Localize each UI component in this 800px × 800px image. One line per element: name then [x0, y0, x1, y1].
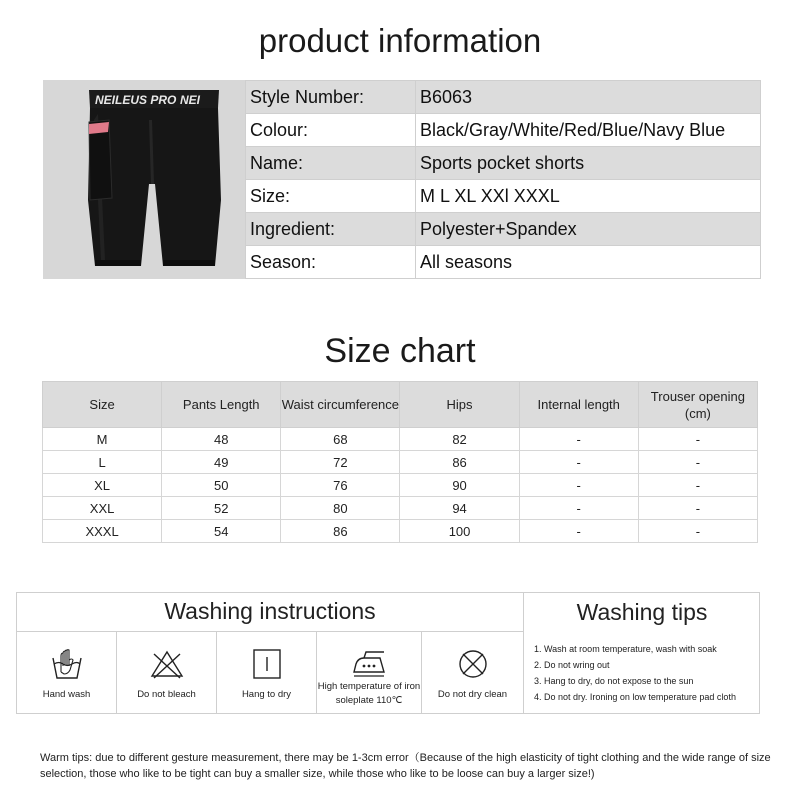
info-key: Colour:	[246, 114, 416, 147]
table-row	[43, 474, 758, 497]
info-key: Size:	[246, 180, 416, 213]
table-cell: -	[638, 474, 757, 497]
table-cell: 48	[162, 428, 281, 451]
waistband-text: NEILEUS PRO	[95, 93, 177, 107]
table-cell: 54	[162, 520, 281, 543]
info-value: B6063	[416, 81, 761, 114]
table-cell: 86	[400, 451, 519, 474]
table-cell: XL	[43, 474, 162, 497]
info-row	[246, 180, 761, 213]
table-cell: 86	[281, 520, 400, 543]
column-header: Pants Length	[162, 382, 281, 428]
info-value: M L XL XXl XXXL	[416, 180, 761, 213]
size-chart-table	[42, 381, 758, 543]
list-item: 2. Do not wring out	[534, 660, 610, 670]
table-cell: XXL	[43, 497, 162, 520]
info-value: Sports pocket shorts	[416, 147, 761, 180]
info-row	[246, 213, 761, 246]
hand-wash-icon	[49, 648, 85, 680]
table-cell: -	[638, 520, 757, 543]
care-item-hand-wash	[17, 632, 117, 713]
table-row	[43, 451, 758, 474]
list-item: 4. Do not dry. Ironing on low temperature pad cloth	[534, 692, 736, 702]
do-not-bleach-icon	[149, 648, 185, 680]
info-value: Polyester+Spandex	[416, 213, 761, 246]
table-row	[43, 497, 758, 520]
size-header-row	[43, 382, 758, 428]
info-row	[246, 246, 761, 279]
info-key: Name:	[246, 147, 416, 180]
table-cell: -	[638, 451, 757, 474]
column-header: Trouser opening (cm)	[638, 382, 757, 428]
column-header: Internal length	[519, 382, 638, 428]
info-row	[246, 81, 761, 114]
table-cell: 76	[281, 474, 400, 497]
care-item-iron	[317, 632, 422, 713]
table-cell: 82	[400, 428, 519, 451]
page-title: product information	[258, 22, 542, 59]
table-cell: XXXL	[43, 520, 162, 543]
washing-section	[16, 592, 760, 714]
info-row	[246, 147, 761, 180]
washing-tips-title: Washing tips	[576, 599, 708, 625]
table-cell: -	[519, 474, 638, 497]
table-cell: 52	[162, 497, 281, 520]
compression-shorts-icon	[43, 80, 245, 279]
svg-text:NEI: NEI	[180, 93, 201, 107]
table-cell: L	[43, 451, 162, 474]
column-header: Size	[43, 382, 162, 428]
hang-to-dry-icon	[249, 648, 285, 680]
iron-icon	[350, 648, 388, 680]
table-cell: M	[43, 428, 162, 451]
care-label: High temperature of iron soleplate 110℃	[317, 681, 421, 706]
info-value: All seasons	[416, 246, 761, 279]
care-item-do-not-bleach	[117, 632, 217, 713]
list-item: 1. Wash at room temperature, wash with soak	[534, 644, 717, 654]
washing-instructions-title: Washing instructions	[164, 598, 376, 624]
info-value: Black/Gray/White/Red/Blue/Navy Blue	[416, 114, 761, 147]
table-cell: -	[638, 428, 757, 451]
table-cell: 100	[400, 520, 519, 543]
table-cell: 80	[281, 497, 400, 520]
table-cell: 72	[281, 451, 400, 474]
warm-tips: Warm tips: due to different gesture measurement, there may be 1-3cm error（Because of the high elasticity of tight clothing and the wide range of size selection, those who like to be tight can buy a smaller size, while those who like to be loose can buy a larger size!)	[40, 752, 771, 780]
product-info-table	[245, 80, 761, 279]
size-chart-title: Size chart	[324, 332, 476, 370]
table-cell: 50	[162, 474, 281, 497]
table-cell: -	[638, 497, 757, 520]
table-cell: -	[519, 497, 638, 520]
table-row	[43, 520, 758, 543]
do-not-dry-clean-icon	[455, 648, 491, 680]
table-row	[43, 428, 758, 451]
table-cell: -	[519, 451, 638, 474]
info-key: Style Number:	[246, 81, 416, 114]
care-label: Do not bleach	[137, 689, 196, 700]
info-key: Season:	[246, 246, 416, 279]
care-label: Do not dry clean	[437, 689, 508, 700]
column-header: Hips	[400, 382, 519, 428]
care-label: Hang to dry	[241, 689, 292, 700]
table-cell: 49	[162, 451, 281, 474]
list-item: 3. Hang to dry, do not expose to the sun	[534, 676, 694, 686]
care-item-hang-to-dry	[217, 632, 317, 713]
info-key: Ingredient:	[246, 213, 416, 246]
table-cell: 90	[400, 474, 519, 497]
washing-tips-list	[534, 641, 764, 705]
table-cell: -	[519, 428, 638, 451]
care-item-do-not-dry-clean	[422, 632, 523, 713]
info-row	[246, 114, 761, 147]
table-cell: -	[519, 520, 638, 543]
care-label: Hand wash	[42, 689, 91, 700]
column-header: Waist circumference	[281, 382, 400, 428]
table-cell: 68	[281, 428, 400, 451]
table-cell: 94	[400, 497, 519, 520]
product-image	[43, 80, 245, 279]
